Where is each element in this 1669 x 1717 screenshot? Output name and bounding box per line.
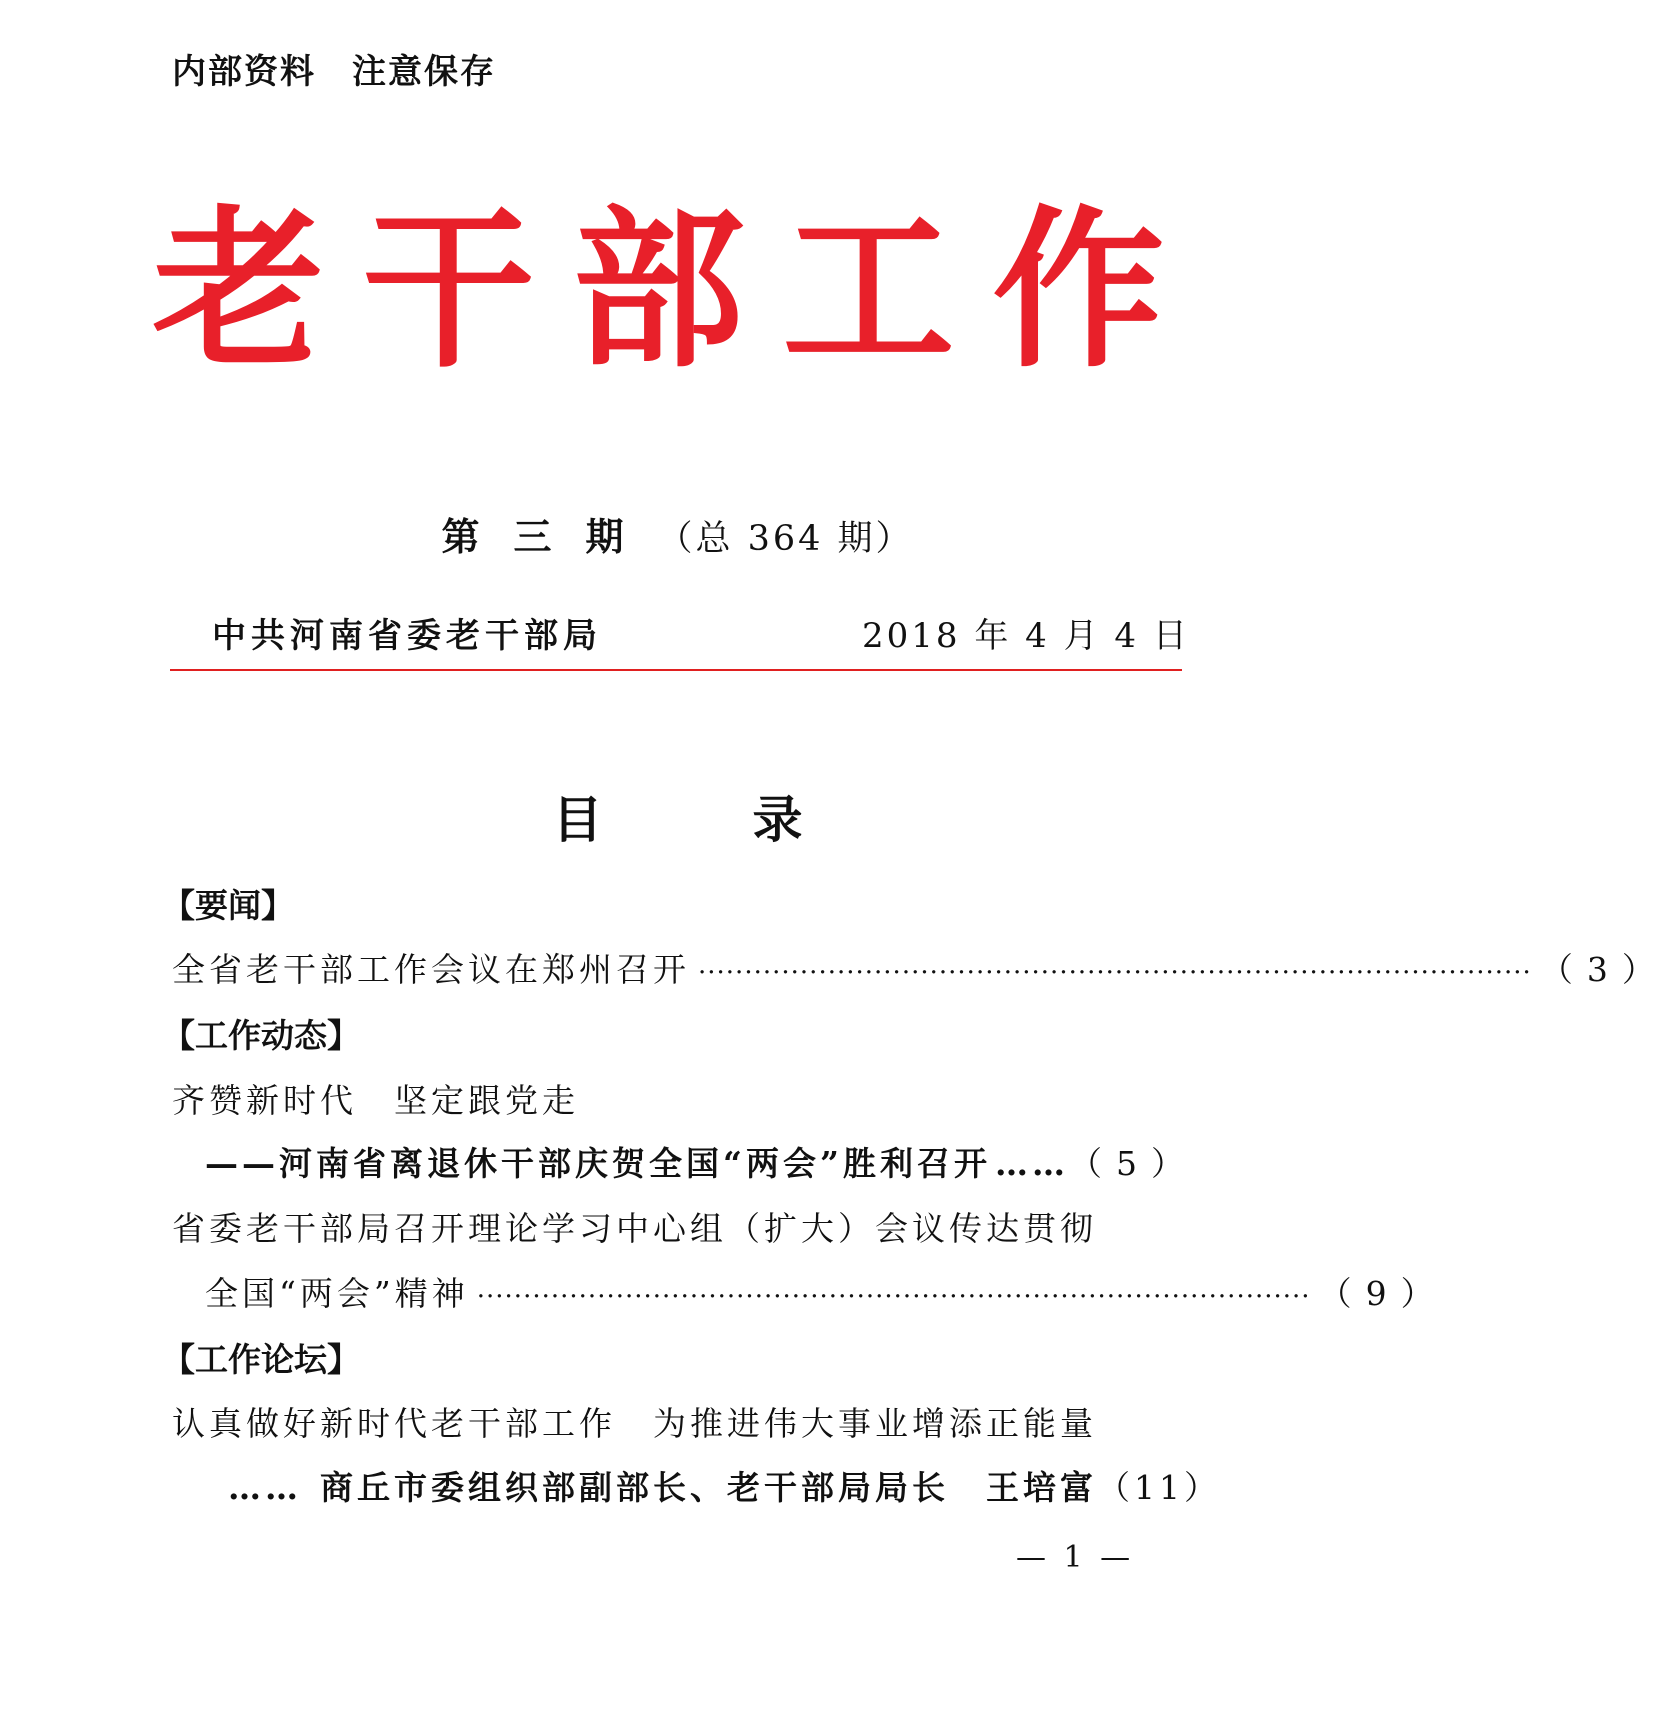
toc-entry-page: （11）	[1097, 1468, 1221, 1507]
toc-entry-subtitle: 全国“两会”精神	[205, 1274, 469, 1313]
publisher: 中共河南省委老干部局	[212, 616, 602, 656]
page-number: — 1 —	[1016, 1540, 1135, 1575]
toc-entry-author: 商丘市委组织部副部长、老干部局局长 王培富	[320, 1468, 1097, 1507]
toc-section-heading: 【工作论坛】	[162, 1340, 360, 1379]
leader-dots: ……	[994, 1144, 1069, 1183]
issue-total: （总 364 期）	[657, 519, 914, 559]
toc-entry[interactable]	[205, 1268, 1448, 1315]
toc-entry-page: （5）	[1068, 1144, 1198, 1183]
toc-entry-page: （9）	[1318, 1274, 1448, 1313]
header-divider	[170, 669, 1182, 671]
toc-section-heading: 【要闻】	[162, 886, 294, 925]
issue-number: 第三期	[441, 514, 658, 559]
leader-dots: ……	[228, 1468, 302, 1507]
toc-entry-page: （3）	[1539, 950, 1669, 989]
masthead-title: 老干部工作	[152, 190, 1203, 391]
toc-entry-subtitle: ——河南省离退休干部庆贺全国“两会”胜利召开	[205, 1144, 991, 1183]
toc-title: 目录	[552, 791, 953, 849]
leader-dots: ··························································································	[476, 1282, 1311, 1312]
publish-date: 2018 年 4 月 4 日	[862, 616, 1190, 656]
toc-entry-title[interactable]: 省委老干部局召开理论学习中心组（扩大）会议传达贯彻	[172, 1209, 1097, 1248]
toc-entry[interactable]	[172, 944, 1669, 991]
toc-entry-title: 全省老干部工作会议在郑州召开	[172, 950, 690, 989]
toc-section-heading: 【工作动态】	[162, 1016, 360, 1055]
issue-line	[0, 514, 1355, 559]
leader-dots: ··························································································	[698, 958, 1532, 988]
toc-entry[interactable]	[228, 1462, 1221, 1509]
toc-entry-title[interactable]: 齐赞新时代 坚定跟党走	[172, 1081, 579, 1120]
toc-entry[interactable]	[205, 1138, 1198, 1185]
confidential-notice: 内部资料 注意保存	[172, 52, 496, 92]
toc-entry-title[interactable]: 认真做好新时代老干部工作 为推进伟大事业增添正能量	[172, 1404, 1097, 1443]
